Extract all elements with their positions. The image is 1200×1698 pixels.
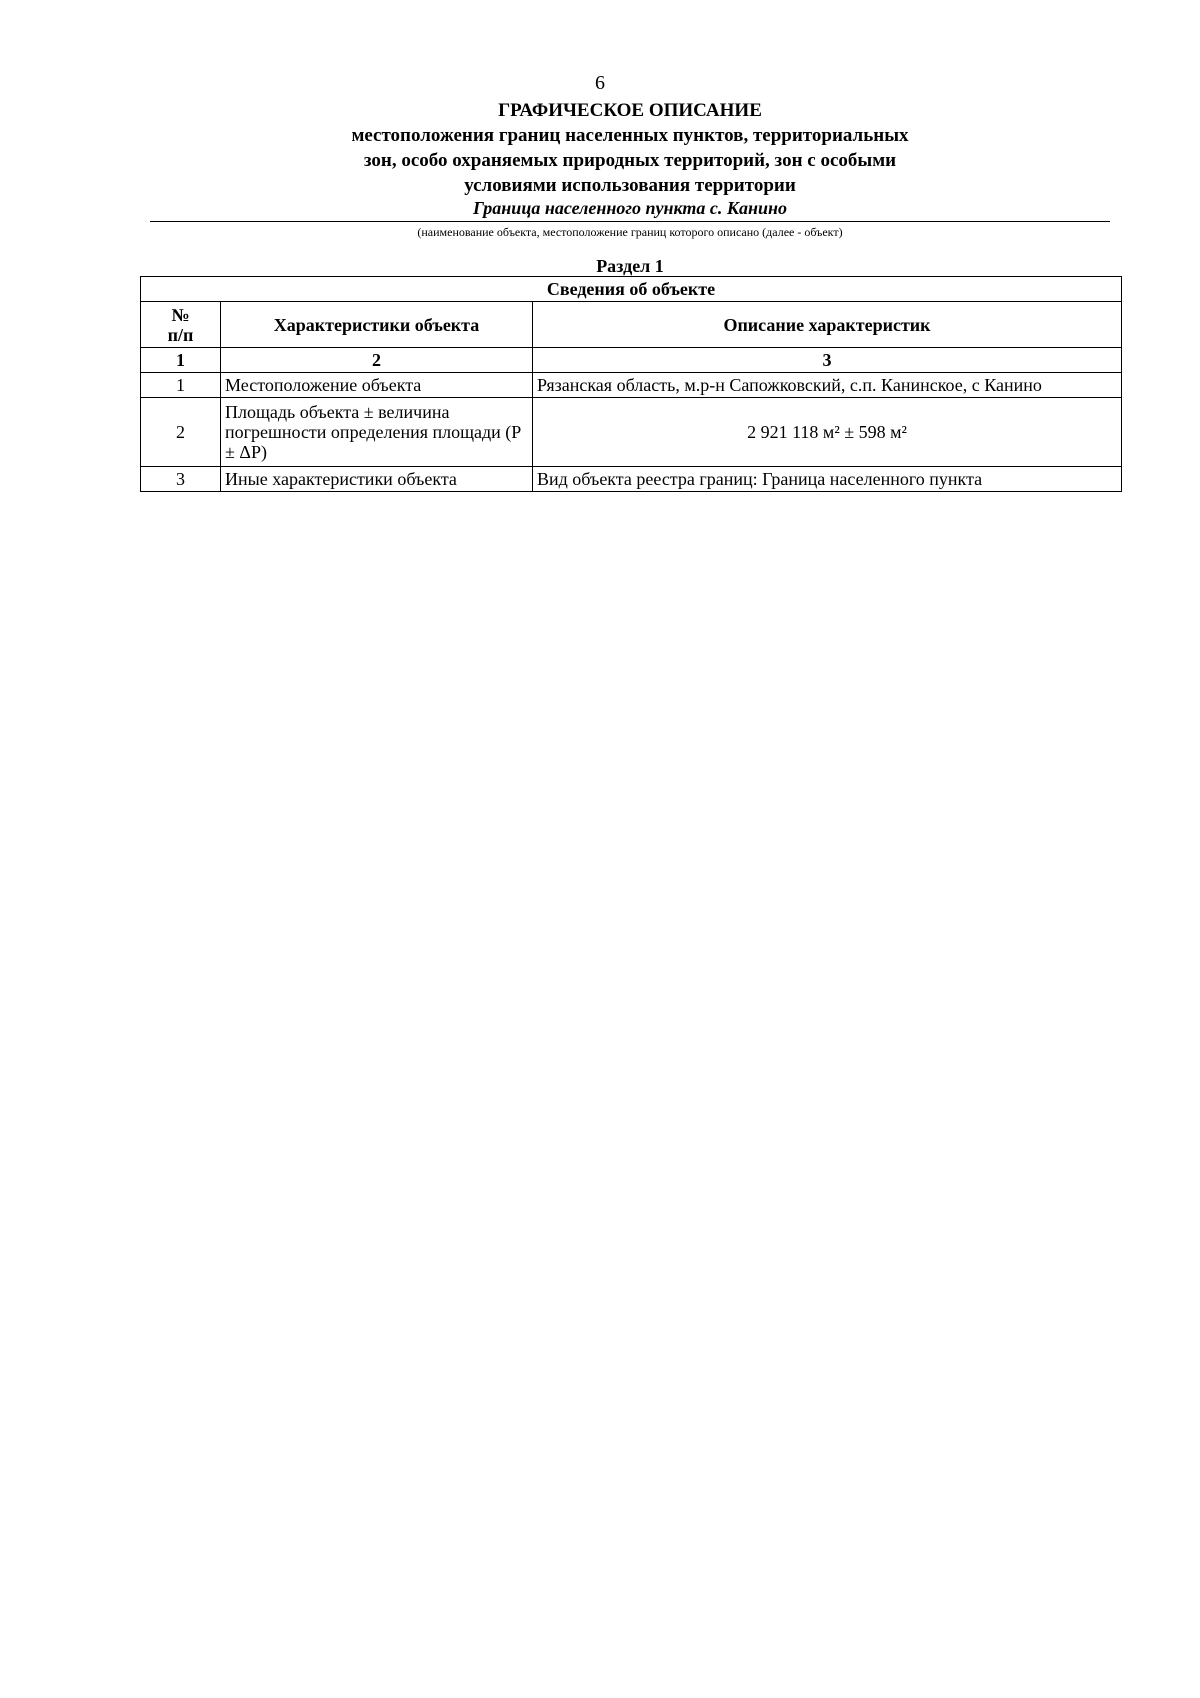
title-line: условиями использования территории (464, 175, 796, 196)
row-number: 3 (141, 467, 221, 492)
row-characteristic: Иные характеристики объекта (221, 467, 533, 492)
row-description: 2 921 118 м² ± 598 м² (533, 398, 1122, 467)
header-description: Описание характеристик (533, 302, 1122, 348)
title-line: местоположения границ населенных пунктов, территориальных (351, 125, 909, 146)
table-row (141, 398, 1122, 467)
title-line: зон, особо охраняемых природных территорий, зон с особыми (363, 150, 897, 171)
column-number: 3 (533, 348, 1122, 373)
table-caption: Сведения об объекте (141, 277, 1122, 302)
row-description: Рязанская область, м.р-н Сапожковский, с.п. Канинское, с Канино (533, 373, 1122, 398)
table-row (141, 373, 1122, 398)
column-number: 2 (221, 348, 533, 373)
row-characteristic: Площадь объекта ± величина погрешности определения площади (P ± ΔP) (221, 398, 533, 467)
table-row (141, 467, 1122, 492)
object-info-table (140, 276, 1122, 492)
object-name-underline (150, 221, 1110, 222)
row-characteristic: Местоположение объекта (221, 373, 533, 398)
page-number: 6 (595, 72, 605, 94)
section-title: Раздел 1 (596, 256, 664, 276)
column-number: 1 (141, 348, 221, 373)
header-characteristic: Характеристики объекта (221, 302, 533, 348)
row-number: 1 (141, 373, 221, 398)
object-caption: (наименование объекта, местоположение границ которого описано (далее - объект) (417, 225, 843, 239)
document-title (0, 98, 1200, 198)
header-number: № п/п (141, 302, 221, 348)
object-name: Граница населенного пункта с. Канино (472, 198, 788, 218)
row-number: 2 (141, 398, 221, 467)
row-description: Вид объекта реестра границ: Граница населенного пункта (533, 467, 1122, 492)
title-line: ГРАФИЧЕСКОЕ ОПИСАНИЕ (498, 100, 762, 121)
